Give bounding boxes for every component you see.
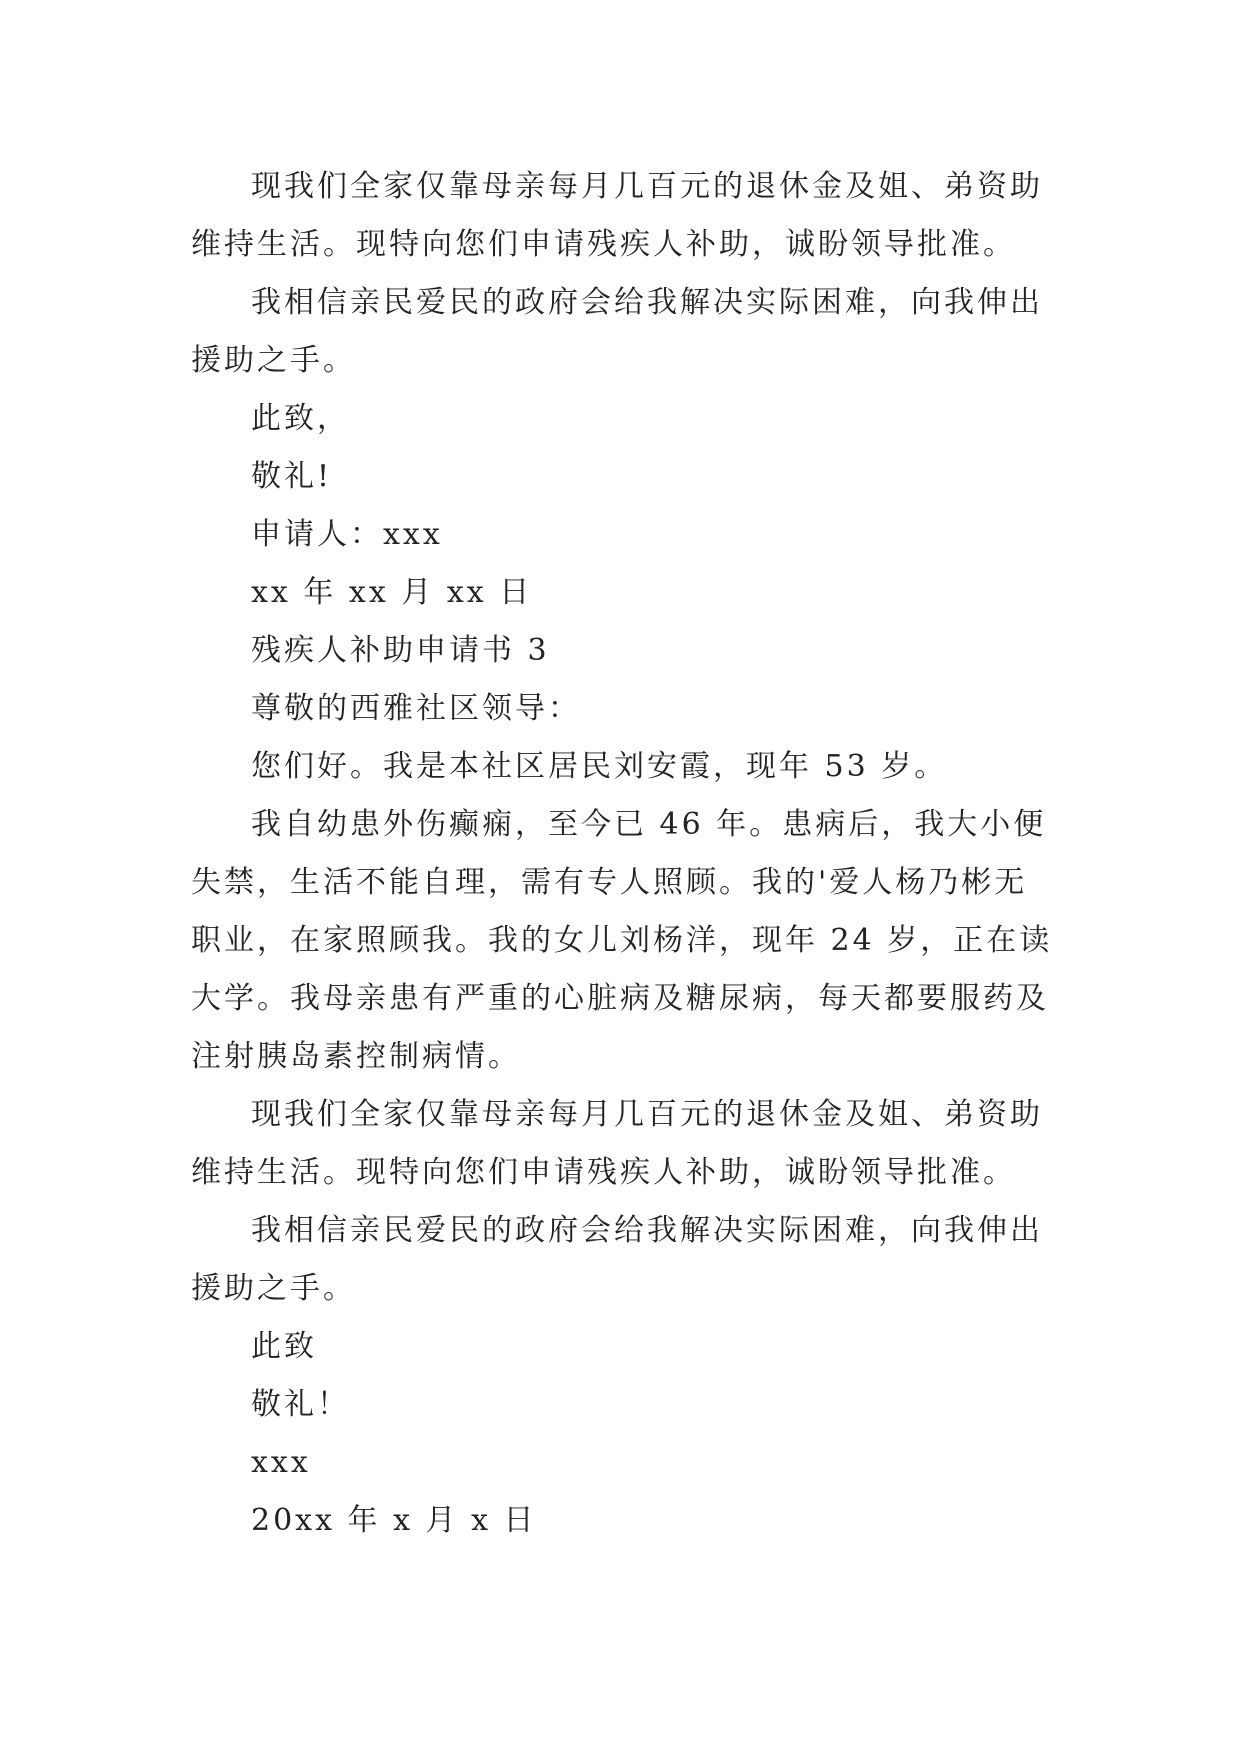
section-title: 残疾人补助申请书 3 <box>251 633 550 668</box>
paragraph-government-help <box>191 274 1051 390</box>
closing-line: 此致 <box>251 1329 317 1364</box>
closing-line: 此致， <box>251 401 350 436</box>
text-line: 失禁，生活不能自理，需有专人照顾。我的'爱人杨乃彬无 <box>191 865 1028 900</box>
text-line: 大学。我母亲患有严重的心脏病及糖尿病，每天都要服药及 <box>191 981 1049 1016</box>
text-line: 我相信亲民爱民的政府会给我解决实际困难，向我伸出 <box>251 285 1043 320</box>
document-body <box>191 158 1051 1550</box>
salutation: 尊敬的西雅社区领导： <box>251 691 581 726</box>
signature: xxx <box>251 1445 311 1480</box>
paragraph-family-income <box>191 158 1051 274</box>
text-line: 我相信亲民爱民的政府会给我解决实际困难，向我伸出 <box>251 1213 1043 1248</box>
text-line: 现我们全家仅靠母亲每月几百元的退休金及姐、弟资助 <box>251 1097 1043 1132</box>
closing-salute: 敬礼! <box>251 459 333 494</box>
intro-line: 您们好。我是本社区居民刘安霞，现年 53 岁。 <box>251 749 948 784</box>
text-line: 现我们全家仅靠母亲每月几百元的退休金及姐、弟资助 <box>251 169 1043 204</box>
text-line: 援助之手。 <box>191 343 356 378</box>
text-line: 维持生活。现特向您们申请残疾人补助，诚盼领导批准。 <box>191 227 1016 262</box>
applicant-signature: 申请人：xxx <box>251 517 443 552</box>
text-line: 注射胰岛素控制病情。 <box>191 1039 521 1074</box>
text-line: 援助之手。 <box>191 1271 356 1306</box>
paragraph-government-help-2 <box>191 1202 1051 1318</box>
paragraph-family-income-2 <box>191 1086 1051 1202</box>
paragraph-medical-history <box>191 796 1051 1086</box>
text-line: 维持生活。现特向您们申请残疾人补助，诚盼领导批准。 <box>191 1155 1016 1190</box>
text-line: 我自幼患外伤癫痫，至今已 46 年。患病后，我大小便 <box>251 807 1047 842</box>
closing-salute: 敬礼！ <box>251 1387 350 1422</box>
text-line: 职业，在家照顾我。我的女儿刘杨洋，现年 24 岁，正在读 <box>191 923 1053 958</box>
date-line: 20xx 年 x 月 x 日 <box>251 1503 537 1538</box>
date-line: xx 年 xx 月 xx 日 <box>251 575 533 610</box>
